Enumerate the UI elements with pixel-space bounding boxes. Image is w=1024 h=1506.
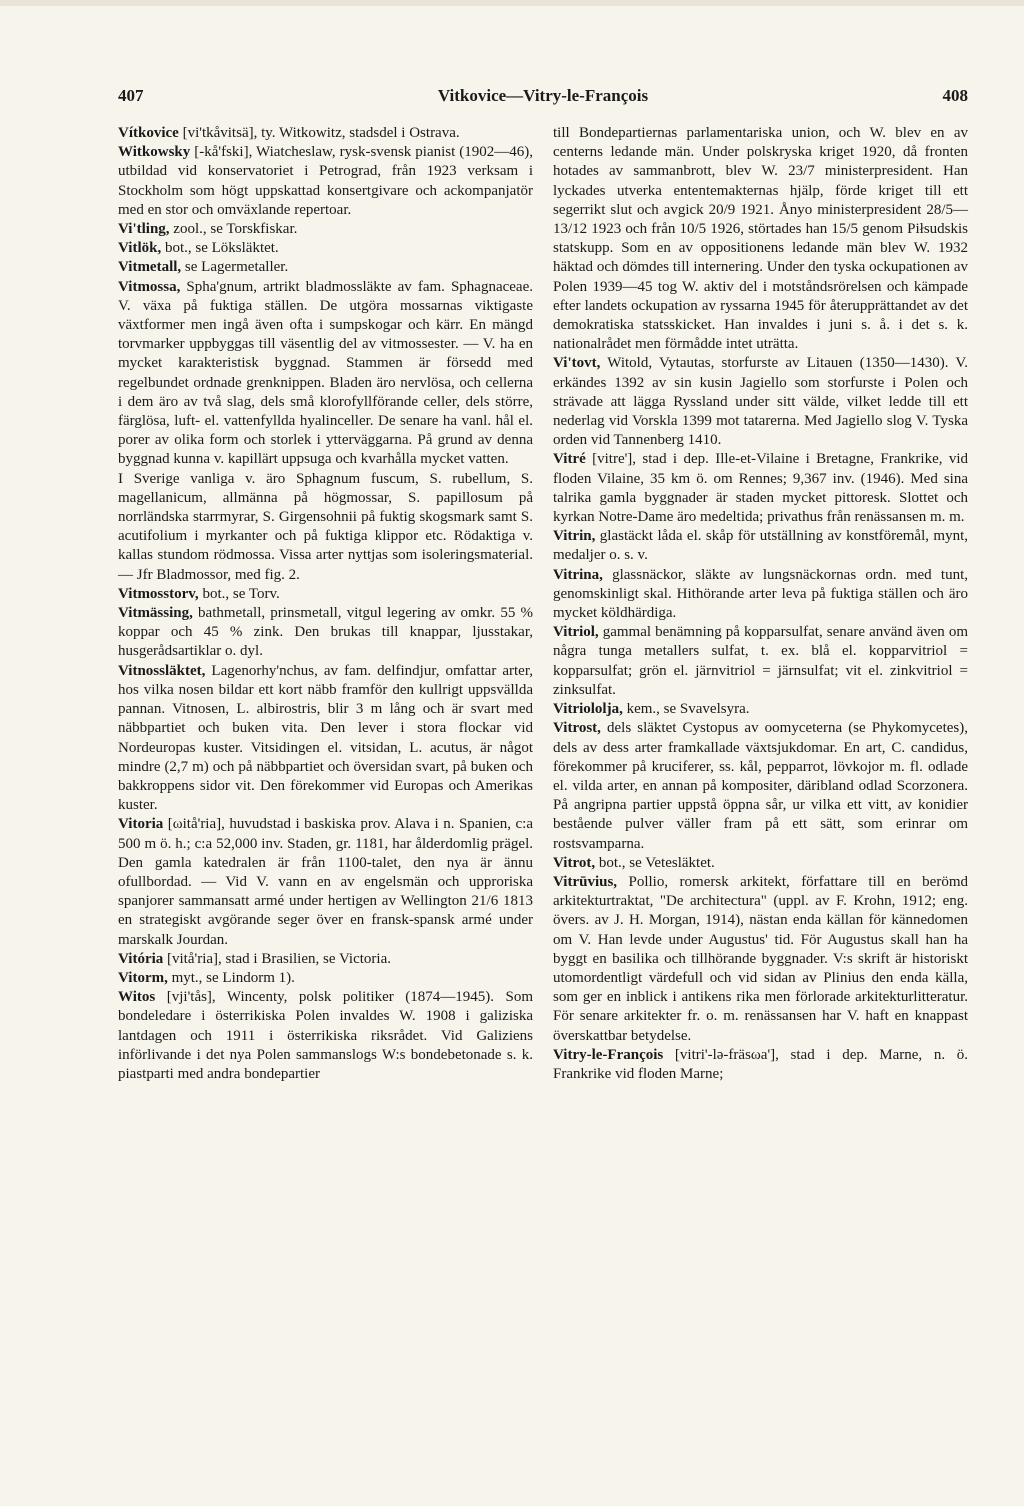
entry-text: bathmetall, prinsmetall, vitgul legering av omkr. 55 % koppar och 45 % zink. Den brukas till knappar, ljusstakar, husgerådsartiklar o. dyl. — [118, 605, 533, 660]
entry — [553, 354, 968, 450]
entry — [553, 566, 968, 624]
entry-text: Pollio, romersk arkitekt, författare till en berömd arkitekturtraktat, "De architectura" (uppl. av F. Krohn, 1912; eng. övers. av J. H. Morgan, 1914), nästan enda källan för kännedomen om V. Han levde under Augustus' tid. För Augustus skall han ha byggt en basilika och tillhörande byggnader. V:s skrift är historiskt utomordentligt värdefull och vid sidan av Plinius den enda källa, som ger en inblick i antikens rika men förlorade arkitekturlitteratur. För senare arkitekter fr. o. m. renässansen har V. haft en knappast överskattbar betydelse. — [553, 873, 968, 1044]
entry — [118, 815, 533, 949]
entry-headword: Vitré — [553, 451, 586, 468]
entry-headword: Vitmossa, — [118, 278, 181, 295]
entry-text: Lagenorhy'nchus, av fam. delfindjur, omfattar arter, hos vilka nosen bildar ett kort näbb framför den kullrigt uppsvällda pannan. Vitnosen, L. albirostris, blir 3 m lång och är svart med näbbpartiet och buken vita. Den lever i stora flockar vid Nordeuropas kuster. Vitsidingen el. vitsidan, L. acutus, är något mindre (2,7 m) och på näbbpartiet och översidan svart, på buken och bakkroppens sidor vit. Den förekommer vid Europas och Amerikas kuster. — [118, 662, 533, 814]
entry-headword: Vitrūvius, — [553, 873, 618, 890]
entry-text: [vitå'ria], stad i Brasilien, se Victoria. — [163, 950, 391, 967]
entry-text: [vitre'], stad i dep. Ille-et-Vilaine i Bretagne, Frankrike, vid floden Vilaine, 35 km ö. om Rennes; 9,367 inv. (1946). Med sina talrika gamla byggnader är staden mycket pittoresk. Slottet och kyrkan Notre-Dame äro medeltida; privathus från renässansen m. m. — [553, 451, 968, 526]
entry-headword: Witos — [118, 989, 156, 1006]
entry — [118, 124, 533, 143]
entry — [118, 470, 533, 585]
entry-headword: Vitnossläktet, — [118, 662, 206, 679]
entry-headword: Vitrot, — [553, 854, 596, 871]
right-column — [553, 124, 968, 1084]
entry-text: bot., se Vetesläktet. — [595, 854, 715, 871]
left-column — [118, 124, 533, 1084]
entry-text: dels släktet Cystopus av oomyceterna (se Phykomycetes), dels av dess arter framkallade växtsjukdomar. En art, C. candidus, förekommer på kruciferer, ss. kål, pepparrot, lövkojor m. fl. odlade el. vilda arter, en annan på kompositer, däribland odlad Scorzonera. På angripna partier uppstå öppna sår, ur vilka ett vitt, av konidier bestående pulver väller fram på ett sätt, som erinrar om rostsvamparna. — [553, 720, 968, 852]
entry-text: Witold, Vytautas, storfurste av Litauen (1350—1430). V. erkändes 1392 av sin kusin Jagiello som storfurste i Polen och strävade att lägga Ryssland under sitt välde, vilket ledde till ett nederlag vid Vorskla 1399 mot tatarerna. Med Jagiello slog V. Tyska orden vid Tannenberg 1410. — [553, 355, 968, 449]
entry-headword: Vítkovice — [118, 125, 179, 141]
entry — [118, 585, 533, 604]
entry — [553, 719, 968, 853]
entry-headword: Vitmetall, — [118, 259, 182, 276]
entry — [553, 854, 968, 873]
entry-text: [ωitå'ria], huvudstad i baskiska prov. Alava i n. Spanien, c:a 500 m ö. h.; c:a 52,000 inv. Staden, gr. 1181, har ålderdomlig prägel. Den gamla katedralen är från 1100-talet, den nya är ännu ofullbordad. — Vid V. vann en av engelsmän och upproriska spanjorer sammansatt armé under hertigen av Wellington 21/6 1813 en strategiskt avgörande seger över en fransk-spansk armé under marskalk Jourdan. — [118, 816, 533, 948]
left-page-number: 407 — [118, 86, 144, 105]
entry-headword: Vitrost, — [553, 720, 601, 737]
page-top-edge — [0, 0, 1024, 6]
running-title: Vitkovice—Vitry-le-François — [437, 86, 649, 105]
entry-text: [vi'tkåvitsä], ty. Witkowitz, stadsdel i Ostrava. — [178, 125, 460, 141]
entry-headword: Vitmässing, — [118, 605, 193, 622]
entry — [118, 988, 533, 1084]
entry-headword: Vitrina, — [553, 566, 603, 583]
entry — [553, 527, 968, 565]
entry-text: zool., se Torskfiskar. — [169, 221, 298, 238]
entry-text: Spha'gnum, artrikt bladmossläkte av fam. Sphagnaceae. V. växa på fuktiga ställen. De utgöra mossarnas viktigaste växtformer men ingå även ofta i sumpskogar och kärr. En mängd torvmarker uppbyggas till väsentlig del av vitmossester. — V. ha en mycket karakteristisk byggnad. Stammen är försedd med regelbundet ordnade grenknippen. Bladen äro nervlösa, och cellerna i dem äro av två slag, dels små klorofyllförande celler, dels större, färglösa, luft- el. vattenfyllda hyalinceller. De senare ha vanl. hål el. porer av olika form och storlek i ytterväggarna. På grund av denna byggnad kunna v. kapillärt uppsuga och kvarhålla mycket vatten. — [118, 278, 533, 468]
entry-headword: Vitrin, — [553, 528, 596, 545]
entry — [553, 124, 968, 354]
right-page-number: 408 — [942, 86, 968, 105]
entry-headword: Vitoria — [118, 816, 164, 833]
entry-headword: Vitlök, — [118, 240, 162, 257]
entry — [118, 220, 533, 239]
entry — [118, 662, 533, 816]
entry-text: I Sverige vanliga v. äro Sphagnum fuscum, S. rubellum, S. magellanicum, allmänna på högmossar, S. papillosum på norrländska starrmyrar, S. Girgensohnii på fuktig skogsmark samt S. acutifolium i myrkanter och på fuktiga klippor etc. Rödaktiga v. kallas stundom rödmossa. Vissa arter nyttjas som isoleringsmaterial. — Jfr Bladmossor, med fig. 2. — [118, 470, 533, 583]
entry-text: bot., se Löksläktet. — [161, 240, 279, 257]
entry-text: till Bondepartiernas parlamentariska union, och W. blev en av centerns ledande män. Under polskryska kriget 1920, då fronten hotades av sammanbrott, blev W. 23/7 ministerpresident. Han lyckades utverka ententemakternas hjälp, förde kriget till ett segerrikt slut och avgick 20/9 1921. Ånyo ministerpresident 28/5—13/12 1923 och från 10/5 1926, störtades han 15/5 genom Piłsudskis statskupp. Som en av oppositionens ledande män blev W. 1932 häktad och dömdes till internering. Under den tyska ockupationen av Polen 1939—45 tog W. aktiv del i motståndsrörelsen och kämpade efter landets ockupation av ryssarna 1945 för återupprättandet av det demokratiska statsskicket. Han invaldes i juni s. å. i det s. k. nationalrådet men förmådde intet uträtta. — [553, 125, 968, 353]
entry-headword: Vitry-le-François — [553, 1046, 664, 1063]
entry — [553, 700, 968, 719]
entry — [553, 1046, 968, 1084]
entry-headword: Vitmosstorv, — [118, 585, 199, 602]
entry-text: myt., se Lindorm 1). — [167, 969, 295, 986]
entry — [553, 623, 968, 700]
entry-headword: Vitória — [118, 950, 164, 967]
entry-text: gammal benämning på kopparsulfat, senare använd även om några tunga metallers sulfat, t. ex. blå el. kopparvitriol = kopparsulfat; grön el. järnvitriol = järnsulfat; vit el. zinkvitriol = zinksulfat. — [553, 624, 968, 698]
entry-headword: Vitriololja, — [553, 701, 623, 718]
entry — [553, 450, 968, 527]
entry-text: glassnäckor, släkte av lungsnäckornas ordn. med tunt, genomskinligt skal. Hithörande arter leva på fuktiga ställen och äro mycket köldhärdiga. — [553, 566, 968, 622]
entry-headword: Vitorm, — [118, 969, 168, 986]
entry-text: [vitri'-lə-fräsωa'], stad i dep. Marne, n. ö. Frankrike vid floden Marne; — [553, 1046, 968, 1082]
entry-headword: Vitriol, — [553, 624, 599, 641]
entry — [553, 873, 968, 1046]
entry-headword: Witkowsky — [118, 144, 191, 161]
page-header — [118, 86, 968, 114]
entry — [118, 969, 533, 988]
entry-text: [-kå'fski], Wiatcheslaw, rysk-svensk pianist (1902—46), utbildad vid konservatoriet i Petrograd, från 1923 verksam i Stockholm som högt uppskattad konsertgivare och ackompanjatör med en stor och omväxlande repertoar. — [118, 144, 533, 218]
entry — [118, 278, 533, 470]
entry-text: se Lagermetaller. — [181, 259, 289, 276]
entry — [118, 143, 533, 220]
entry — [118, 239, 533, 258]
entry-text: glastäckt låda el. skåp för utställning av konstföremål, mynt, medaljer o. s. v. — [553, 528, 968, 564]
entry-headword: Vi'tling, — [118, 221, 170, 238]
entry — [118, 604, 533, 662]
entry-headword: Vi'tovt, — [553, 355, 601, 372]
entry-text: [vji'tås], Wincenty, polsk politiker (1874—1945). Som bondeledare i österrikiska Polen invaldes W. 1908 i galiziska lantdagen och 1911 i österrikiska riksrådet. Vid Galiziens införlivande i det nya Polen sammanslogs W:s bondebetonade s. k. piastparti med andra bondepartier — [118, 989, 533, 1082]
entry — [118, 950, 533, 969]
entry — [118, 258, 533, 277]
entry-text: kem., se Svavelsyra. — [622, 701, 750, 718]
entry-text: bot., se Torv. — [198, 585, 280, 602]
